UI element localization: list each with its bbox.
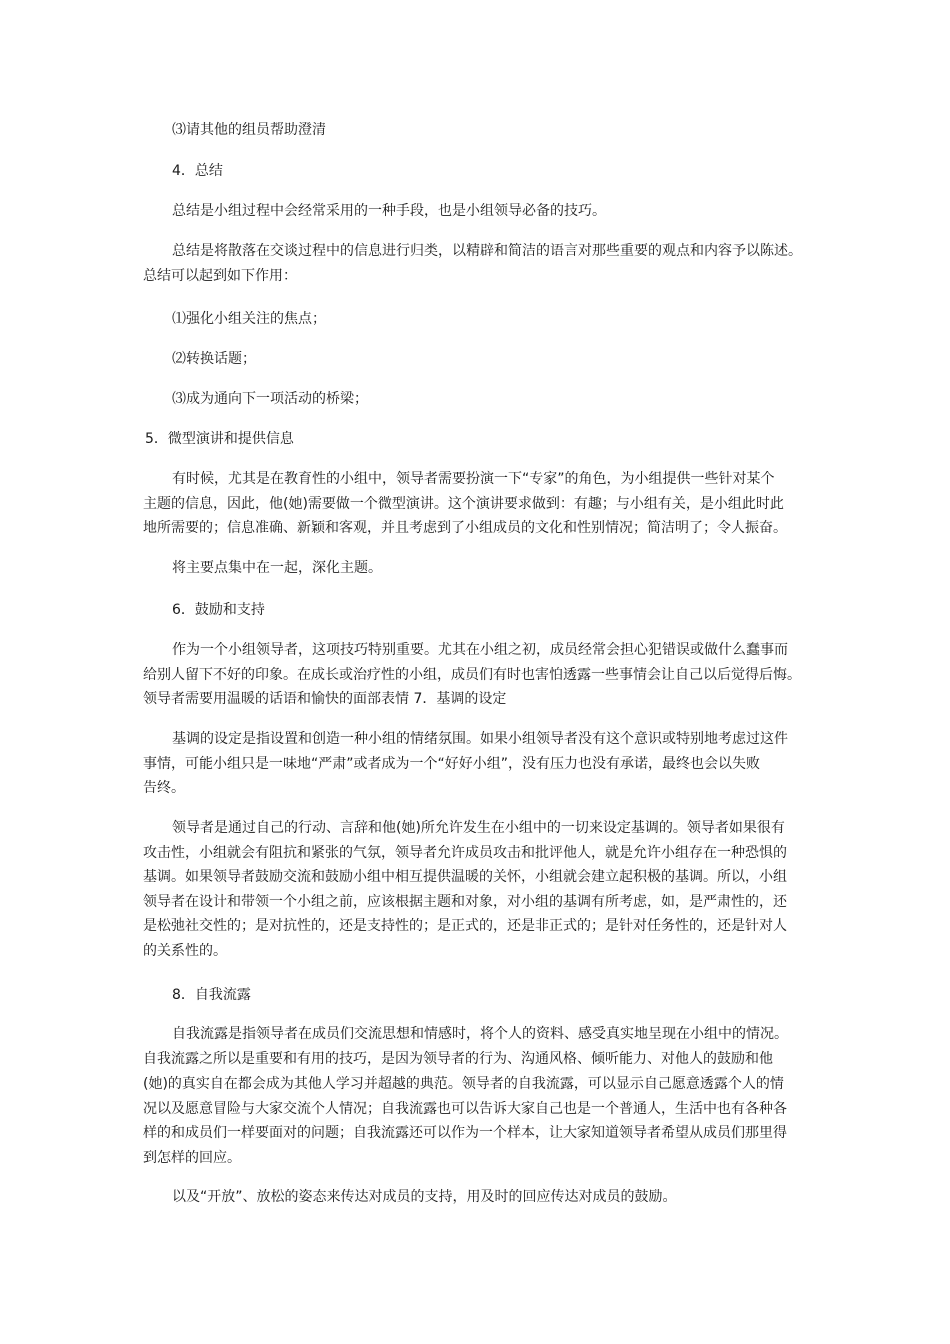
paragraph-open-posture: 以及“开放”、放松的姿态来传达对成员的支持，用及时的回应传达对成员的鼓励。 xyxy=(172,1189,677,1205)
paragraph-self-disclosure-detail: (她)的真实自在都会成为其他人学习并超越的典范。领导者的自我流露，可以显示自己愿意透露个人的情 况以及愿意冒险与大家交流个人情况；自我流露也可以告诉大家自己也是一个普通人，生活中也有各种各 样的和成员们一样要面对的问题；自我流露还可以作为一个样本，让大家知道领导者希望从成员们那里得 到怎样的回应。 xyxy=(143,1076,787,1166)
section-heading-encourage: 6．鼓励和支持 xyxy=(172,602,265,618)
section-heading-summary: 4．总结 xyxy=(172,163,223,179)
section-heading-self-disclosure: 8．自我流露 xyxy=(172,987,251,1003)
paragraph-micro-speech: 有时候，尤其是在教育性的小组中，领导者需要扮演一下“专家”的角色，为小组提供一些针对某个 主题的信息，因此，他(她)需要做一个微型演讲。这个演讲要求做到：有趣；与小组有关，是小组此时此 地所需要的；信息准确、新颖和客观，并且考虑到了小组成员的文化和性别情况；简洁明了；令人振奋。 xyxy=(143,471,787,536)
section-heading-micro-speech: 5．微型演讲和提供信息 xyxy=(145,431,294,447)
list-item-bridge: ⑶成为通向下一项活动的桥梁； xyxy=(172,391,368,407)
paragraph-summary-detail: 总结是将散落在交谈过程中的信息进行归类，以精辟和简洁的语言对那些重要的观点和内容予以陈述。 总结可以起到如下作用： xyxy=(143,243,802,284)
paragraph-deepen-theme: 将主要点集中在一起，深化主题。 xyxy=(172,560,382,576)
list-item-topic: ⑵转换话题； xyxy=(172,351,256,367)
paragraph-tone-definition: 基调的设定是指设置和创造一种小组的情绪氛围。如果小组领导者没有这个意识或特别地考虑过这件 事情，可能小组只是一味地“严肃”或者成为一个“好好小组”，没有压力也没有承诺，最终也会以失败 告终。 xyxy=(143,731,788,796)
list-item-focus: ⑴强化小组关注的焦点； xyxy=(172,311,326,327)
paragraph-tone-setting: 领导者是通过自己的行动、言辞和他(她)所允许发生在小组中的一切来设定基调的。领导者如果很有 攻击性，小组就会有阻抗和紧张的气氛，领导者允许成员攻击和批评他人，就是允许小组存在一种恐惧的 基调。如果领导者鼓励交流和鼓励小组中相互提供温暖的关怀，小组就会建立起积极的基调。所以，小组 领导者在设计和带领一个小组之前，应该根据主题和对象，对小组的基调有所考虑，如，是严肃性的，还 是松弛社交性的；是对抗性的，还是支持性的；是正式的，还是非正式的；是针对任务性的，还是针对人 的关系性的。 xyxy=(143,820,787,959)
list-item-clarify: ⑶请其他的组员帮助澄清 xyxy=(172,122,326,138)
paragraph-summary-intro: 总结是小组过程中会经常采用的一种手段，也是小组领导必备的技巧。 xyxy=(172,203,606,219)
paragraph-encourage: 作为一个小组领导者，这项技巧特别重要。尤其在小组之初，成员经常会担心犯错误或做什么蠢事而 给别人留下不好的印象。在成长或治疗性的小组，成员们有时也害怕透露一些事情会让自己以后觉得后悔。 领导者需要用温暖的话语和愉快的面部表情 7．基调的设定 xyxy=(143,642,801,707)
paragraph-self-disclosure-intro: 自我流露是指领导者在成员们交流思想和情感时，将个人的资料、感受真实地呈现在小组中的情况。 自我流露之所以是重要和有用的技巧，是因为领导者的行为、沟通风格、倾听能力、对他人的鼓励和他 xyxy=(143,1026,788,1067)
